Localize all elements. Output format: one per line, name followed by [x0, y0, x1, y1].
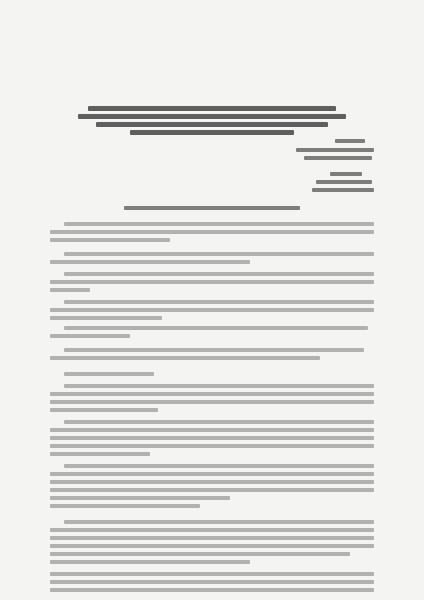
body-line	[50, 552, 350, 556]
body-line	[50, 400, 374, 404]
approval-date	[312, 188, 374, 192]
body-line	[50, 436, 374, 440]
body-line	[50, 308, 374, 312]
adoption-body	[296, 148, 374, 152]
body-line	[50, 452, 150, 456]
adoption-date	[304, 156, 372, 160]
approval-body	[316, 180, 372, 184]
body-line	[50, 408, 158, 412]
body-line	[50, 444, 374, 448]
body-line	[50, 280, 374, 284]
body-line	[50, 480, 374, 484]
body-line	[50, 334, 130, 338]
body-line	[50, 288, 90, 292]
edition-note	[124, 206, 300, 210]
body-line	[64, 384, 374, 388]
title-line	[130, 130, 294, 135]
body-line	[64, 326, 368, 330]
body-line	[50, 488, 374, 492]
title-line	[96, 122, 328, 127]
body-line	[50, 238, 170, 242]
body-line	[50, 392, 374, 396]
body-line	[64, 348, 364, 352]
body-line	[64, 420, 374, 424]
body-line	[50, 472, 374, 476]
body-line	[50, 496, 230, 500]
body-line	[64, 520, 374, 524]
body-line	[50, 572, 374, 576]
body-line	[50, 588, 374, 592]
title-line	[88, 106, 336, 111]
adoption-label	[335, 139, 365, 143]
body-line	[50, 356, 320, 360]
body-line	[64, 252, 374, 256]
approval-label	[330, 172, 362, 176]
body-line	[64, 300, 374, 304]
body-line	[50, 504, 200, 508]
body-line	[64, 372, 154, 376]
body-line	[50, 560, 250, 564]
body-line	[64, 272, 374, 276]
title-line	[78, 114, 346, 119]
body-line	[50, 230, 374, 234]
body-line	[50, 528, 374, 532]
body-line	[50, 428, 374, 432]
body-line	[64, 222, 374, 226]
body-line	[50, 580, 374, 584]
body-line	[50, 544, 374, 548]
body-line	[50, 536, 374, 540]
body-line	[50, 260, 250, 264]
body-line	[64, 464, 374, 468]
body-line	[50, 316, 162, 320]
